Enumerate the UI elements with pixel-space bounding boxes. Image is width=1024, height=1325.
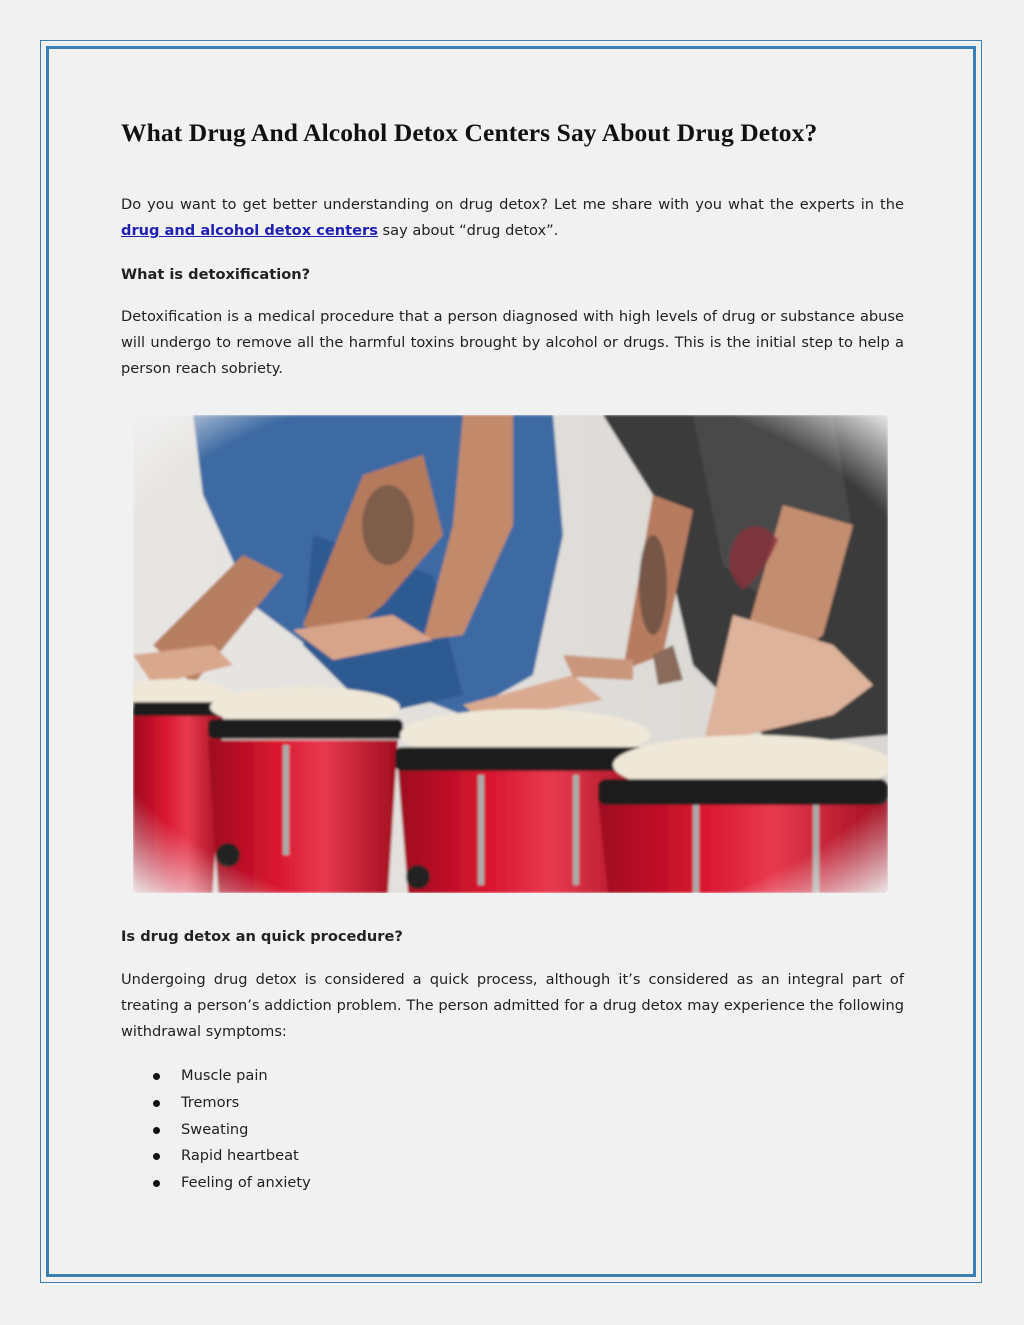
list-item: Muscle pain bbox=[121, 1063, 311, 1090]
detoxification-paragraph: Detoxification is a medical procedure that a person diagnosed with high levels of drug or substance abuse will undergo to remove all the harmful toxins brought by alcohol or drugs. This is the initial step to help a person reach sobriety. bbox=[121, 308, 904, 377]
article-content bbox=[121, 118, 904, 382]
intro-text-before: Do you want to get better understanding on drug detox? Let me share with you what the experts in the bbox=[121, 196, 904, 213]
quick-procedure-paragraph: Undergoing drug detox is considered a quick process, although it’s considered as an integral part of treating a person’s addiction problem. The person admitted for a drug detox may experience the following withdrawal symptoms: bbox=[121, 971, 904, 1040]
section-heading-quick-procedure: Is drug detox an quick procedure? bbox=[121, 928, 403, 945]
intro-text-after: say about “drug detox”. bbox=[377, 222, 559, 239]
section-heading-detoxification: What is detoxification? bbox=[121, 266, 311, 283]
symptoms-list bbox=[121, 1063, 311, 1197]
drum-circle-photo bbox=[133, 415, 888, 893]
detox-centers-link[interactable]: drug and alcohol detox centers bbox=[121, 222, 378, 239]
list-item: Tremors bbox=[121, 1090, 311, 1117]
page-title: What Drug And Alcohol Detox Centers Say About Drug Detox? bbox=[121, 118, 818, 147]
list-item: Feeling of anxiety bbox=[121, 1170, 311, 1197]
intro-paragraph bbox=[121, 192, 904, 244]
list-item: Sweating bbox=[121, 1117, 311, 1144]
list-item: Rapid heartbeat bbox=[121, 1143, 311, 1170]
